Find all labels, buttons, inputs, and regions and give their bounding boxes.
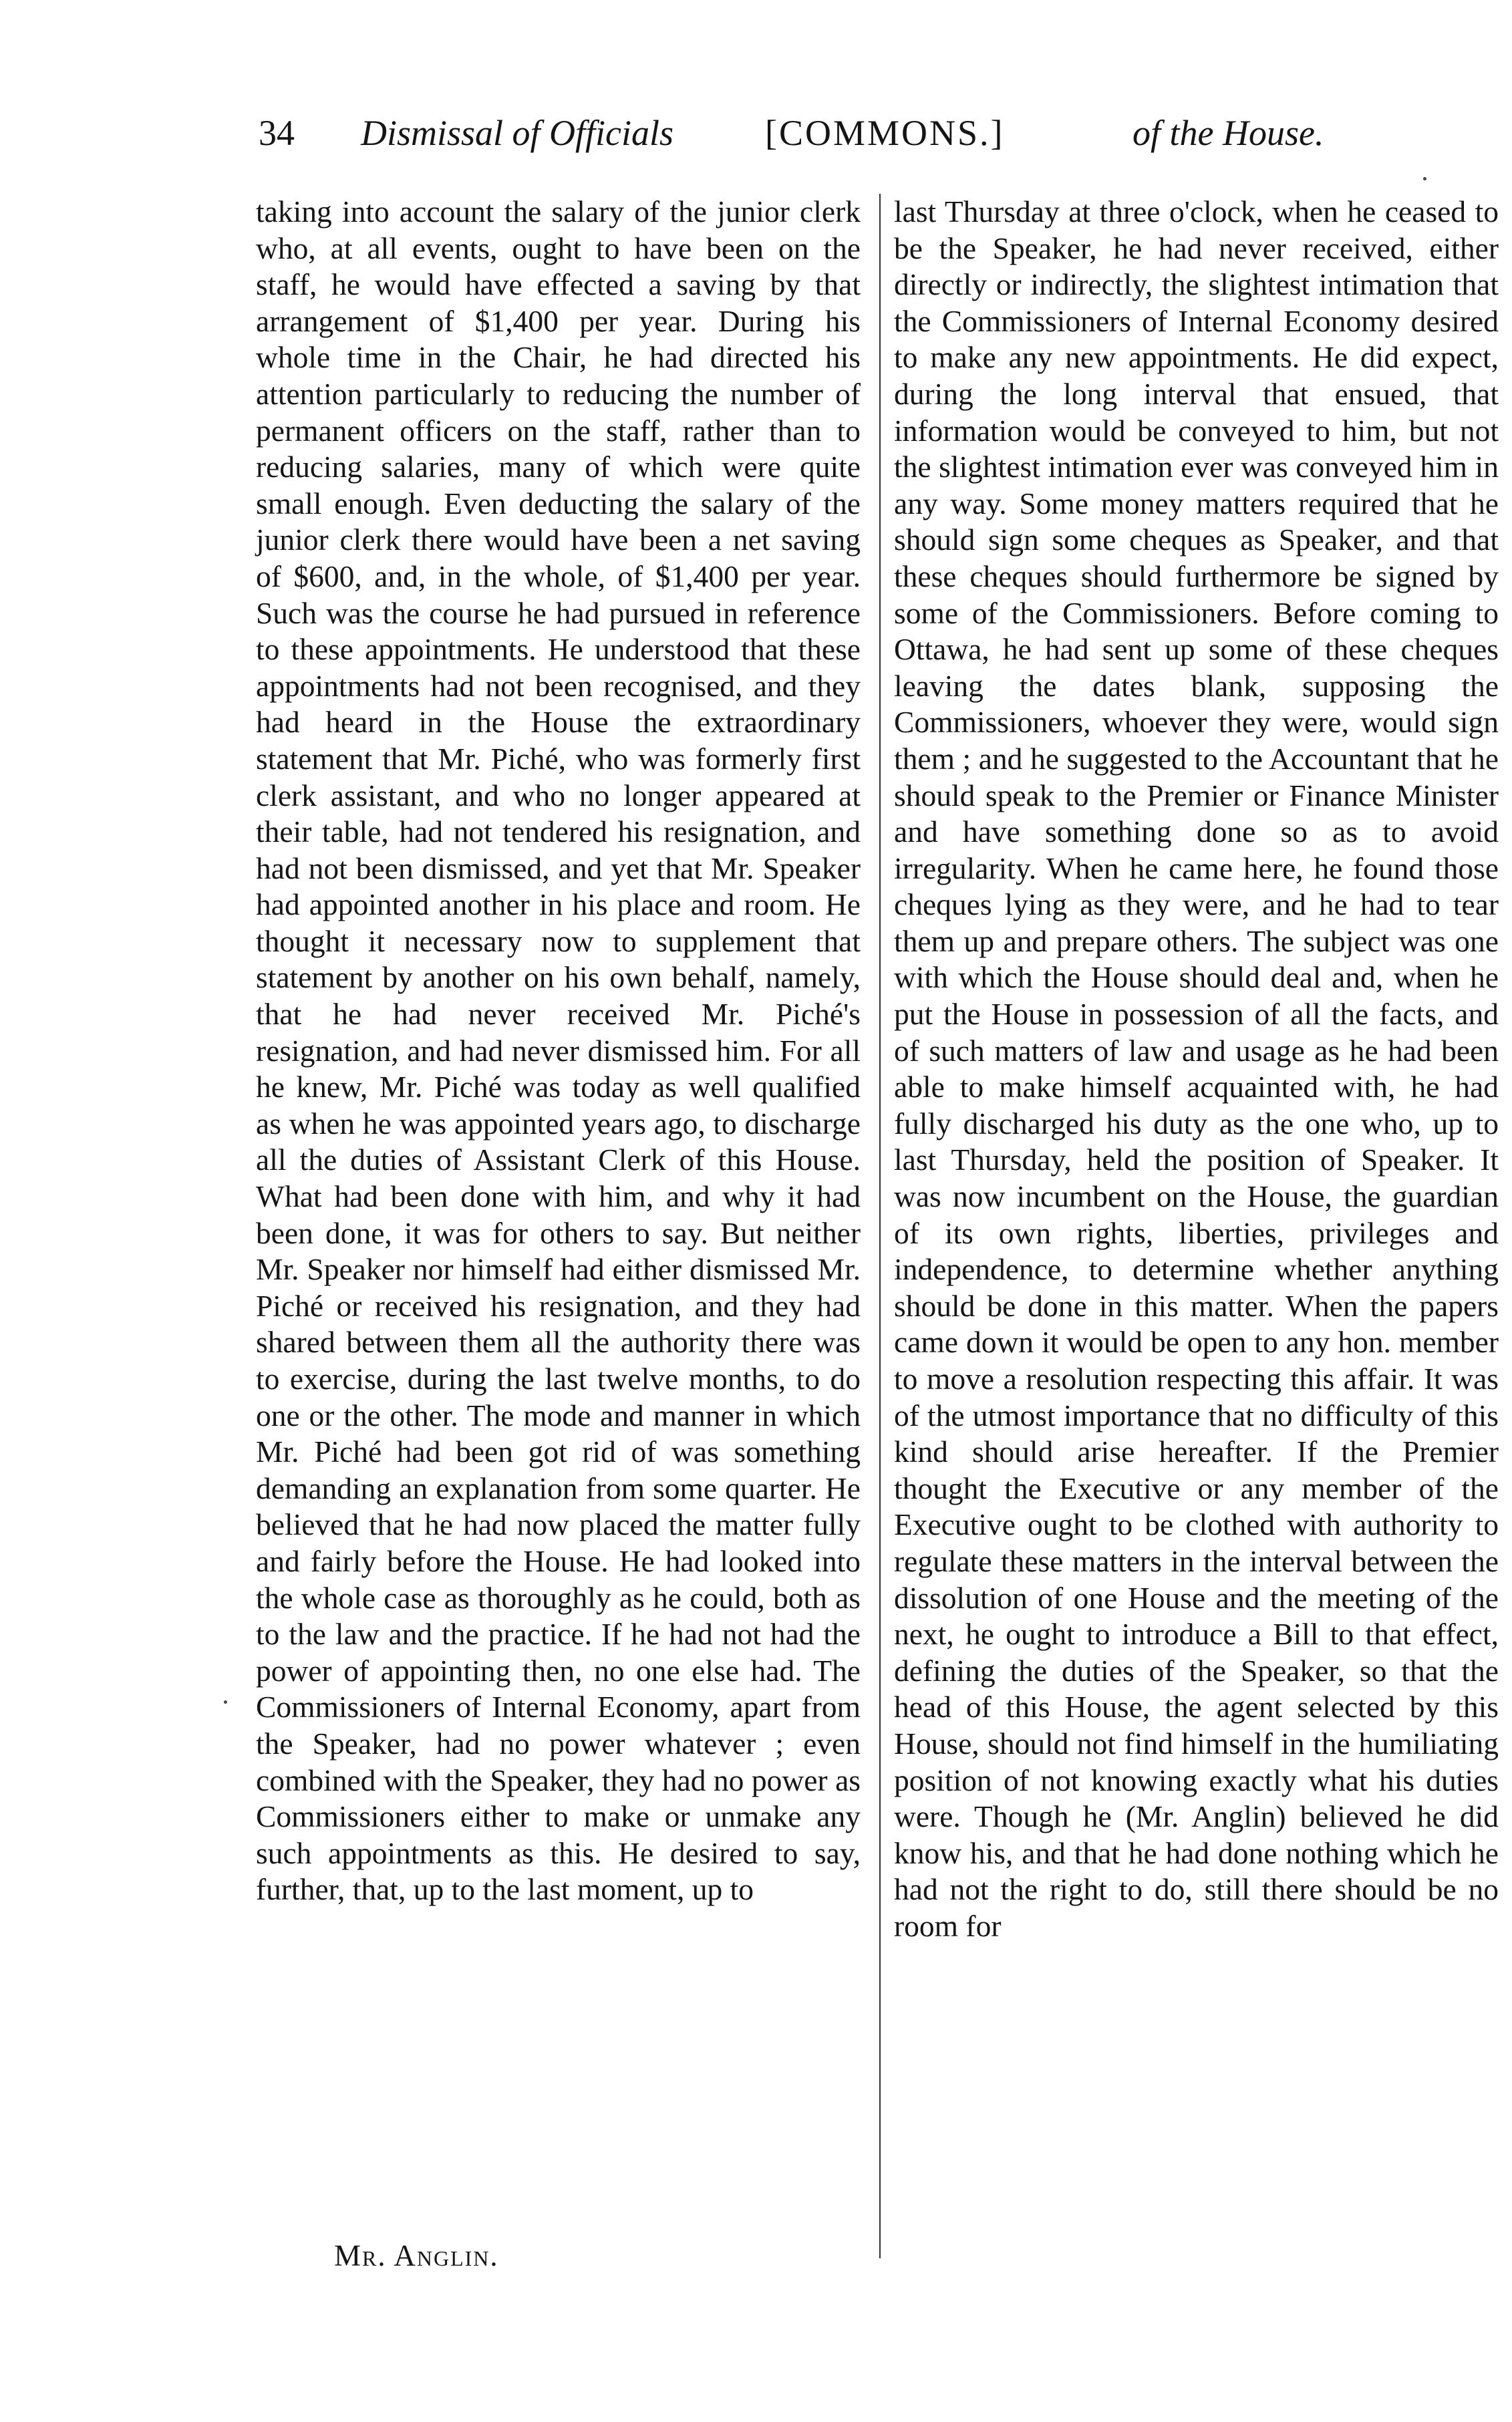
catchword: Mr. Anglin. [334,2239,499,2272]
running-title-right: of the House. [1132,113,1324,153]
column-divider [879,194,881,2258]
print-speck [1423,177,1426,180]
right-column-text: last Thursday at three o'clock, when he ceased to be the Speaker, he had never received, either directly or indirectly, the slightest intimation that the Commissioners of Internal Economy desired to make any new appointments. He did expect, during the long interval that ensued, that information would be conveyed to him, but not the slightest intimation ever was conveyed him in any way. Some money matters required that he should sign some cheques as Speaker, and that these cheques should furthermore be signed by some of the Commissioners. Before coming to Ottawa, he had sent up some of these cheques leaving the dates blank, supposing the Commissioners, whoever they were, would sign them ; and he suggested to the Accountant that he should speak to the Premier or Finance Minister and have something done so as to avoid irregularity. When he came here, he found those cheques lying as they were, and he had to tear them up and prepare others. The subject was one with which the House should deal and, when he put the House in possession of all the facts, and of such matters of law and usage as he had been able to make himself acquainted with, he had fully discharged his duty as the one who, up to last Thursday, held the position of Speaker. It was now incumbent on the House, the guardian of its own rights, liberties, privileges and independence, to determine whether anything should be done in this matter. When the papers came down it would be open to any hon. member to move a resolution respecting this affair. It was of the utmost importance that no difficulty of this kind should arise hereafter. If the Premier thought the Executive or any member of the Executive ought to be clothed with authority to regulate these matters in the interval between the dissolution of one House and the meeting of the next, he ought to introduce a Bill to that effect, defining the duties of the Speaker, so that the head of this House, the agent selected by this House, should not find himself in the humiliating position of not knowing exactly what his duties were. Though he (Mr. Anglin) believed he did know his, and that he had done nothing which he had not the right to do, still there should be no room for [894,194,1499,1943]
left-column [256,194,861,1908]
running-header [0,112,1512,172]
margin-speck [224,1700,227,1704]
running-title-center: [COMMONS.] [765,113,1005,153]
right-column [894,194,1499,1945]
running-title-left: Dismissal of Officials [361,113,674,153]
page-number: 34 [259,113,295,153]
left-column-text: taking into account the salary of the junior clerk who, at all events, ought to have been on the staff, he would have effected a saving by that arrangement of $1,400 per year. During his whole time in the Chair, he had directed his attention particularly to reducing the number of permanent officers on the staff, rather than to reducing salaries, many of which were quite small enough. Even deducting the salary of the junior clerk there would have been a net saving of $600, and, in the whole, of $1,400 per year. Such was the course he had pursued in reference to these appointments. He understood that these appointments had not been recognised, and they had heard in the House the extraordinary statement that Mr. Piché, who was formerly first clerk assistant, and who no longer appeared at their table, had not tendered his resignation, and had not been dismissed, and yet that Mr. Speaker had appointed another in his place and room. He thought it necessary now to supplement that statement by another on his own behalf, namely, that he had never received Mr. Piché's resignation, and had never dismissed him. For all he knew, Mr. Piché was today as well qualified as when he was appointed years ago, to discharge all the duties of Assistant Clerk of this House. What had been done with him, and why it had been done, it was for others to say. But neither Mr. Speaker nor himself had either dismissed Mr. Piché or received his resignation, and they had shared between them all the authority there was to exercise, during the last twelve months, to do one or the other. The mode and manner in which Mr. Piché had been got rid of was something demanding an explanation from some quarter. He believed that he had now placed the matter fully and fairly before the House. He had looked into the whole case as thoroughly as he could, both as to the law and the practice. If he had not had the power of appointing then, no one else had. The Commissioners of Internal Economy, apart from the Speaker, had no power whatever ; even combined with the Speaker, they had no power as Commissioners either to make or unmake any such appointments as this. He desired to say, further, that, up to the last moment, up to [256,194,861,1907]
